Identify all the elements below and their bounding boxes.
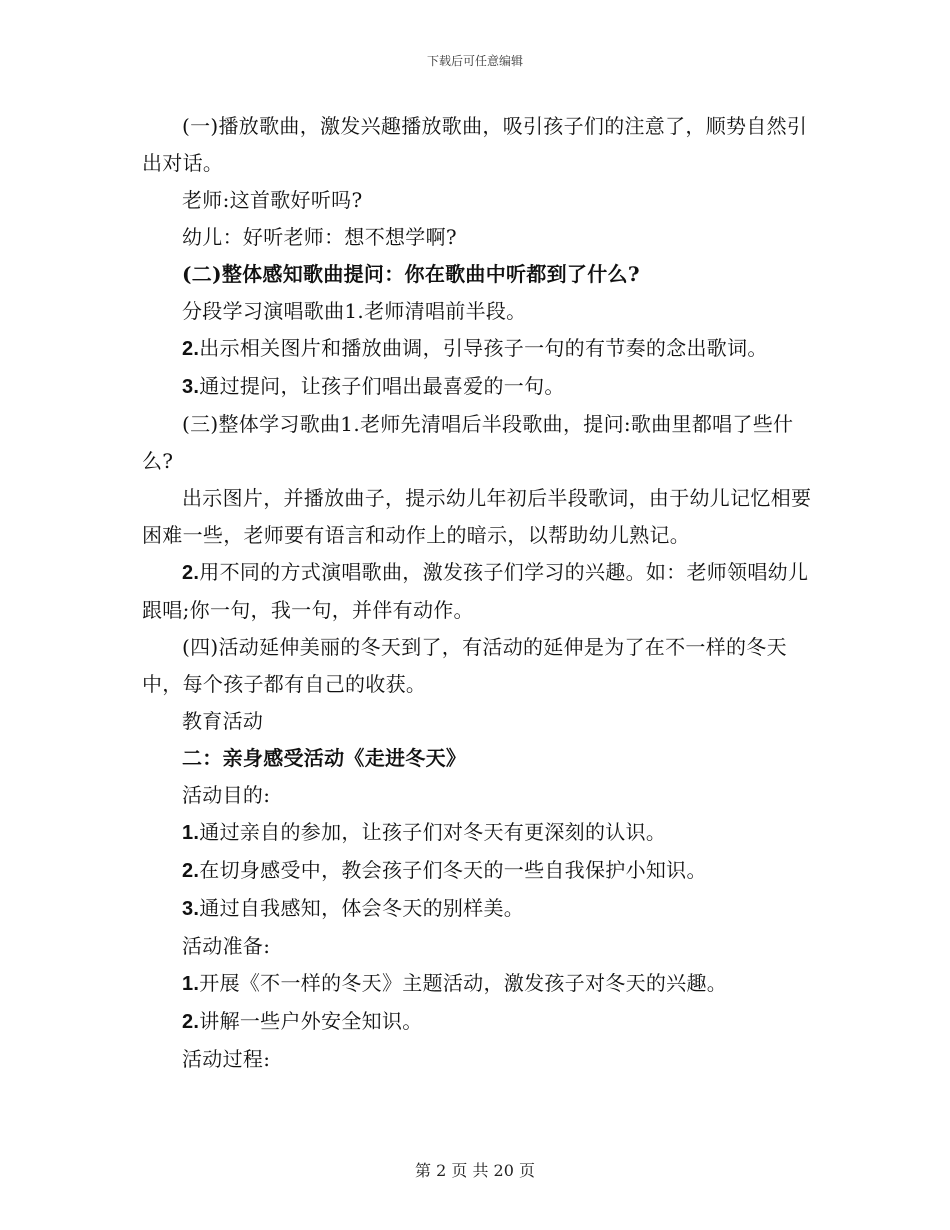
paragraph-text: 出示图片，并播放曲子，提示幼儿年初后半段歌词，由于幼儿记忆相要困难一些，老师要有语言和动作上的暗示，以帮助幼儿熟记。 — [142, 486, 812, 547]
paragraph-text: 教育活动 — [182, 709, 264, 733]
list-number: 3. — [182, 898, 200, 920]
paragraph-text: 开展《不一样的冬天》主题活动，激发孩子对冬天的兴趣。 — [199, 971, 728, 995]
paragraph-text: 二：亲身感受活动《走进冬天》 — [182, 746, 467, 770]
paragraph — [142, 293, 812, 330]
list-number: 1. — [182, 822, 200, 844]
paragraph — [142, 1041, 812, 1078]
paragraph — [142, 330, 812, 368]
list-number: 2. — [182, 562, 200, 584]
paragraph-text: 在切身感受中，教会孩子们冬天的一些自我保护小知识。 — [199, 858, 707, 882]
paragraph-text: 活动过程: — [182, 1047, 271, 1071]
paragraph-text: (二)整体感知歌曲提问：你在歌曲中听都到了什么? — [182, 262, 640, 286]
section-heading — [142, 740, 812, 777]
paragraph-text: 幼儿：好听老师：想不想学啊? — [182, 225, 457, 249]
paragraph — [142, 219, 812, 256]
list-number: 1. — [182, 973, 200, 995]
paragraph — [142, 777, 812, 814]
paragraph-text: 出示相关图片和播放曲调，引导孩子一句的有节奏的念出歌词。 — [199, 336, 768, 360]
paragraph-text: (四)活动延伸美丽的冬天到了，有活动的延伸是为了在不一样的冬天中，每个孩子都有自己的收获。 — [142, 635, 787, 696]
list-number: 3. — [182, 376, 200, 398]
paragraph-text: 用不同的方式演唱歌曲，激发孩子们学习的兴趣。如：老师领唱幼儿跟唱;你一句，我一句，并伴有动作。 — [142, 560, 809, 622]
page-header: 下载后可任意编辑 — [426, 54, 523, 68]
list-number: 2. — [182, 338, 200, 360]
paragraph-text: 通过亲自的参加，让孩子们对冬天有更深刻的认识。 — [199, 820, 667, 844]
paragraph — [142, 928, 812, 965]
paragraph-text: (三)整体学习歌曲1.老师先清唱后半段歌曲，提问:歌曲里都唱了些什么? — [142, 412, 794, 473]
paragraph — [142, 368, 812, 406]
list-number: 2. — [182, 860, 200, 882]
paragraph — [142, 406, 812, 480]
paragraph-text: 分段学习演唱歌曲1.老师清唱前半段。 — [182, 299, 527, 323]
paragraph-text: 通过提问，让孩子们唱出最喜爱的一句。 — [199, 374, 565, 398]
paragraph — [142, 629, 812, 703]
paragraph-text: 讲解一些户外安全知识。 — [199, 1009, 423, 1033]
paragraph — [142, 480, 812, 554]
paragraph — [142, 703, 812, 740]
paragraph — [142, 852, 812, 890]
paragraph-text: 活动目的: — [182, 783, 271, 807]
paragraph-text: 通过自我感知，体会冬天的别样美。 — [199, 896, 525, 920]
paragraph-text: (一)播放歌曲，激发兴趣播放歌曲，吸引孩子们的注意了，顺势自然引出对话。 — [142, 114, 808, 175]
paragraph — [142, 814, 812, 852]
section-heading — [142, 256, 812, 293]
list-number: 2. — [182, 1011, 200, 1033]
paragraph-text: 活动准备: — [182, 934, 271, 958]
paragraph — [142, 108, 812, 182]
paragraph — [142, 182, 812, 219]
document-body — [142, 108, 812, 1078]
paragraph — [142, 890, 812, 928]
paragraph — [142, 965, 812, 1003]
page-footer: 第 2 页 共 20 页 — [415, 1161, 535, 1180]
paragraph-text: 老师:这首歌好听吗? — [182, 188, 363, 212]
paragraph — [142, 1003, 812, 1041]
paragraph — [142, 554, 812, 629]
